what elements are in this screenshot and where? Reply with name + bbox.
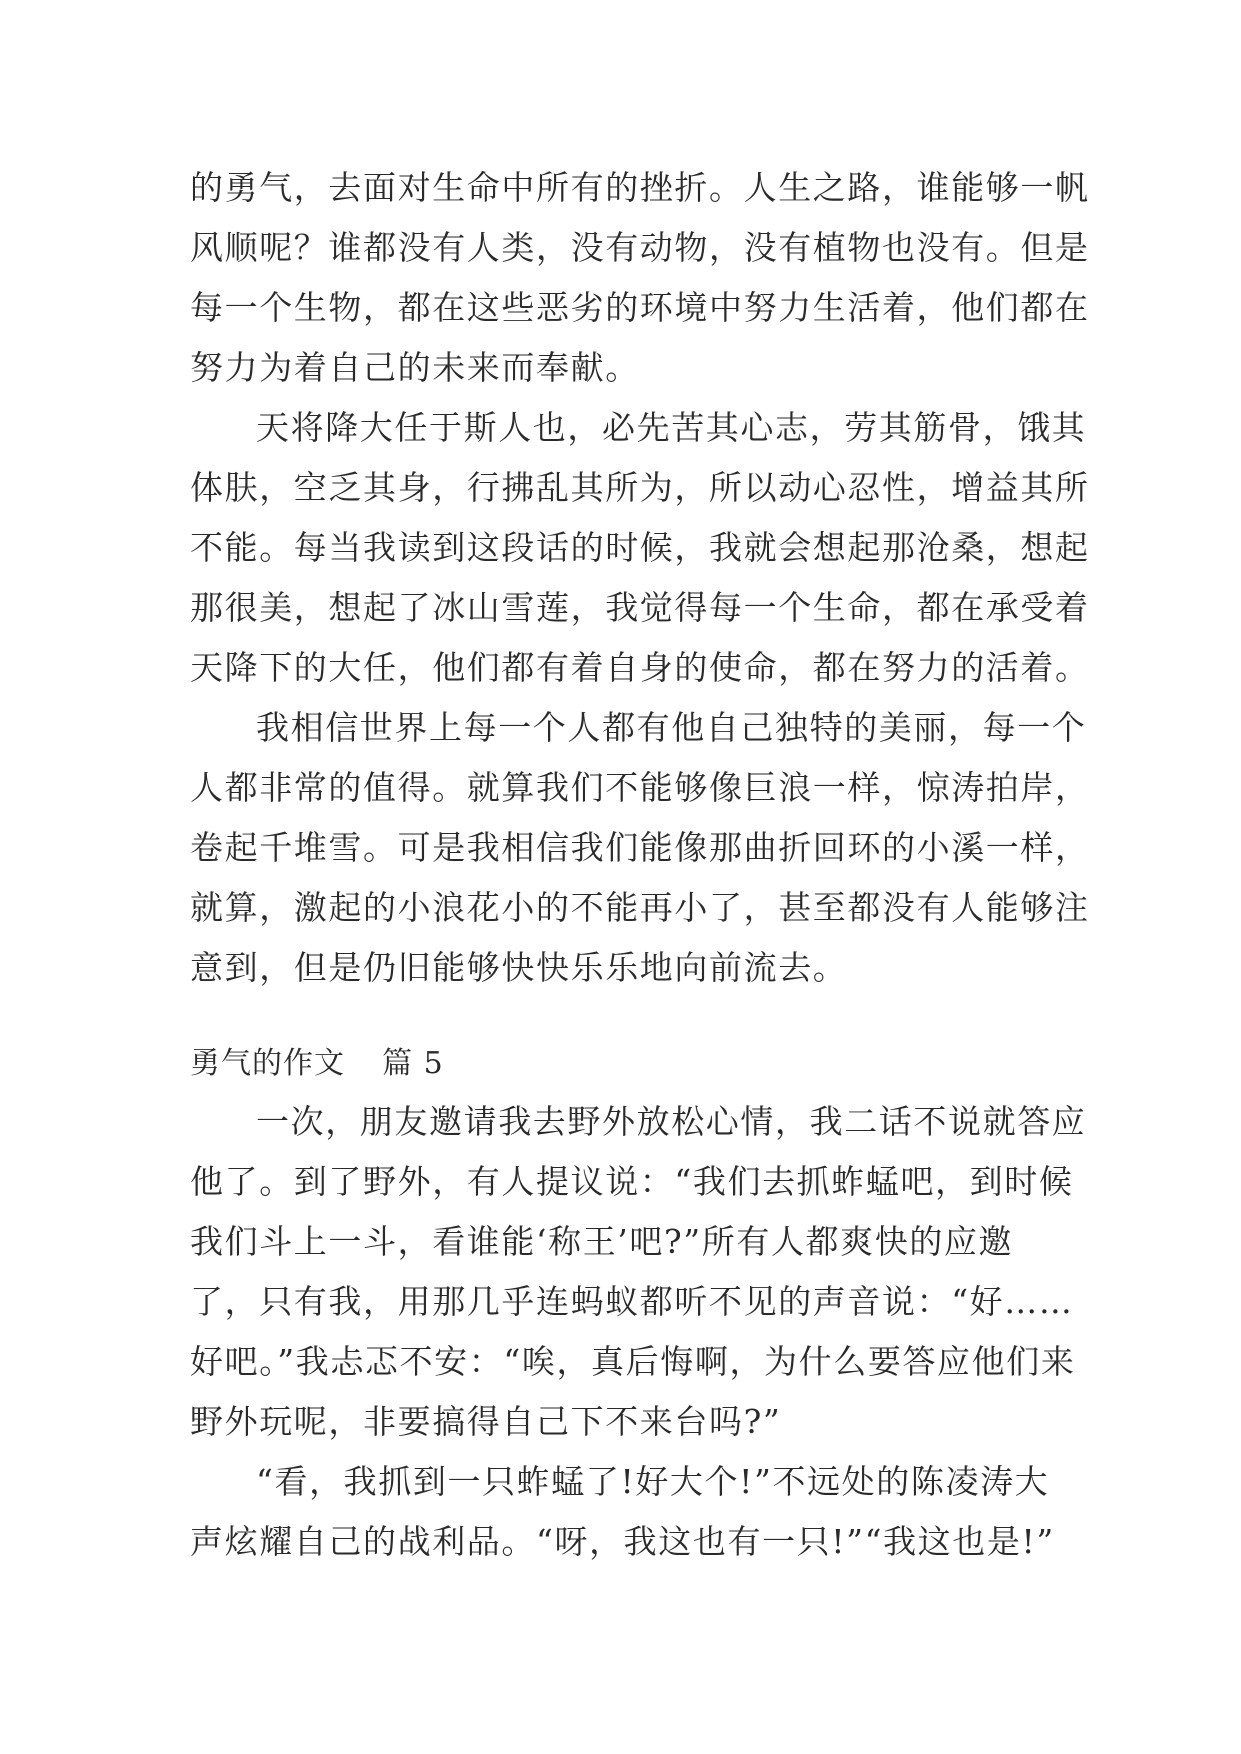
paragraph-2-line-1: 天将降大任于斯人也，必先苦其心志，劳其筋骨，饿其	[256, 408, 1087, 447]
paragraph-2-line-4: 那很美，想起了冰山雪莲，我觉得每一个生命，都在承受着	[190, 588, 1090, 627]
section-title: 勇气的作文	[190, 1046, 345, 1081]
section-number: 篇 5	[382, 1046, 444, 1081]
paragraph-3-line-3: 卷起千堆雪。可是我相信我们能像那曲折回环的小溪一样，	[190, 828, 1090, 867]
section-heading	[190, 1034, 1070, 1094]
paragraph-3-line-2: 人都非常的值得。就算我们不能够像巨浪一样，惊涛拍岸，	[190, 768, 1090, 807]
paragraph-4-line-2: 他了。到了野外，有人提议说：“我们去抓蚱蜢吧，到时候	[190, 1162, 1074, 1201]
paragraph-1-line-4: 努力为着自己的未来而奉献。	[190, 348, 640, 387]
paragraph-5-line-1: “看，我抓到一只蚱蜢了!好大个!”不远处的陈凌涛大	[256, 1462, 1050, 1501]
paragraph-2-line-2: 体肤，空乏其身，行拂乱其所为，所以动心忍性，增益其所	[190, 468, 1090, 507]
paragraph-5-line-2: 声炫耀自己的战利品。“呀，我这也有一只!”“我这也是!”	[190, 1522, 1055, 1561]
paragraph-1-line-1: 的勇气，去面对生命中所有的挫折。人生之路，谁能够一帆	[190, 168, 1090, 207]
paragraph-4-line-4: 了，只有我，用那几乎连蚂蚁都听不见的声音说：“好……	[190, 1282, 1074, 1321]
paragraph-1-line-2: 风顺呢？谁都没有人类，没有动物，没有植物也没有。但是	[190, 228, 1090, 267]
paragraph-3-line-1: 我相信世界上每一个人都有他自己独特的美丽，每一个	[256, 708, 1087, 747]
paragraph-3-line-5: 意到，但是仍旧能够快快乐乐地向前流去。	[190, 948, 848, 987]
paragraph-4-line-5: 好吧。”我忐忑不安：“唉，真后悔啊，为什么要答应他们来	[190, 1342, 1076, 1381]
paragraph-4-line-1: 一次，朋友邀请我去野外放松心情，我二话不说就答应	[256, 1102, 1087, 1141]
paragraph-2-line-3: 不能。每当我读到这段话的时候，我就会想起那沧桑，想起	[190, 528, 1090, 567]
paragraph-4-line-3: 我们斗上一斗，看谁能‘称王’吧?”所有人都爽快的应邀	[190, 1222, 1014, 1261]
paragraph-2-line-5: 天降下的大任，他们都有着自身的使命，都在努力的活着。	[190, 648, 1090, 687]
paragraph-1-line-3: 每一个生物，都在这些恶劣的环境中努力生活着，他们都在	[190, 288, 1090, 327]
paragraph-4-line-6: 野外玩呢，非要搞得自己下不来台吗?”	[190, 1402, 782, 1441]
paragraph-3-line-4: 就算，激起的小浪花小的不能再小了，甚至都没有人能够注	[190, 888, 1090, 927]
